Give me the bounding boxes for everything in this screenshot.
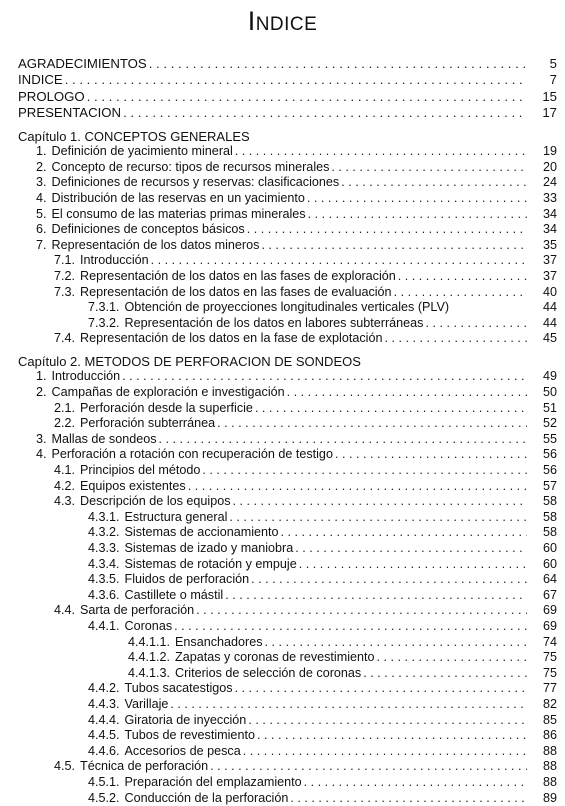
entry-page-number: 37 xyxy=(529,269,557,285)
toc-entry[interactable] xyxy=(0,300,565,316)
dot-leader xyxy=(384,331,527,347)
toc-entry[interactable] xyxy=(0,650,565,666)
entry-number: 4.3.3. xyxy=(88,541,120,557)
dot-leader xyxy=(233,494,527,510)
dot-leader xyxy=(151,253,527,269)
entry-title: Descripción de los equipos xyxy=(80,494,231,510)
entry-number: 4.3.6. xyxy=(88,588,120,604)
toc-entry[interactable] xyxy=(0,510,565,526)
toc-entry[interactable] xyxy=(0,479,565,495)
entry-title: Principios del método xyxy=(80,463,200,479)
toc-entry[interactable] xyxy=(0,666,565,682)
entry-number: 4.4.1. xyxy=(88,619,120,635)
entry-title: Zapatas y coronas de revestimiento xyxy=(175,650,375,666)
entry-number: 7.3.2. xyxy=(88,316,120,332)
entry-title: Introducción xyxy=(80,253,149,269)
dot-leader xyxy=(377,650,527,666)
entry-title: Equipos existentes xyxy=(80,479,186,495)
entry-number: 4.5.2. xyxy=(88,791,120,806)
toc-entry[interactable] xyxy=(0,791,565,806)
entry-title: Estructura general xyxy=(125,510,228,526)
entry-title: Introducción xyxy=(52,369,121,385)
entry-number: 2. xyxy=(36,160,47,176)
entry-title: Definiciones de recursos y reservas: clasificaciones xyxy=(52,175,340,191)
entry-page-number: 17 xyxy=(529,105,557,121)
entry-number: 4.1. xyxy=(54,463,75,479)
entry-title: Giratoria de inyección xyxy=(125,713,247,729)
entry-page-number: 75 xyxy=(529,666,557,682)
entry-title: Sistemas de accionamiento xyxy=(125,525,279,541)
entry-number: 2.1. xyxy=(54,401,75,417)
dot-leader xyxy=(123,105,527,121)
dot-leader xyxy=(363,666,527,682)
dot-leader xyxy=(174,619,527,635)
entry-page-number: 52 xyxy=(529,416,557,432)
dot-leader xyxy=(210,759,527,775)
entry-page-number: 40 xyxy=(529,285,557,301)
entry-page-number: 19 xyxy=(529,144,557,160)
toc-entry[interactable] xyxy=(0,401,565,417)
toc-entry[interactable] xyxy=(0,603,565,619)
toc-entry[interactable] xyxy=(0,728,565,744)
toc-entry[interactable] xyxy=(0,681,565,697)
entry-number: 7.2. xyxy=(54,269,75,285)
entry-page-number: 49 xyxy=(529,369,557,385)
entry-number: 3. xyxy=(36,175,47,191)
entry-number: 4.4.6. xyxy=(88,744,120,760)
entry-page-number: 20 xyxy=(529,160,557,176)
entry-page-number: 88 xyxy=(529,759,557,775)
toc-entry[interactable] xyxy=(0,432,565,448)
entry-title: AGRADECIMIENTOS xyxy=(18,56,147,72)
entry-number: 7.3.1. xyxy=(88,300,120,316)
dot-leader xyxy=(87,89,527,105)
entry-page-number: 69 xyxy=(529,603,557,619)
toc-entry[interactable] xyxy=(0,572,565,588)
entry-page-number: 34 xyxy=(529,207,557,223)
entry-page-number: 64 xyxy=(529,572,557,588)
entry-page-number: 44 xyxy=(529,300,557,316)
entry-page-number: 56 xyxy=(529,463,557,479)
entry-number: 4. xyxy=(36,191,47,207)
entry-title: Tubos sacatestigos xyxy=(125,681,233,697)
entry-page-number: 88 xyxy=(529,775,557,791)
entry-number: 4.4.3. xyxy=(88,697,120,713)
entry-number: 4.3.5. xyxy=(88,572,120,588)
dot-leader xyxy=(122,369,527,385)
toc-entry[interactable] xyxy=(0,89,565,105)
entry-title: Representación de los datos en la fase de explotación xyxy=(80,331,382,347)
entry-page-number: 35 xyxy=(529,238,557,254)
chapter-heading xyxy=(0,354,565,370)
entry-number: 4.5. xyxy=(54,759,75,775)
entry-title: Sarta de perforación xyxy=(80,603,194,619)
dot-leader xyxy=(308,207,527,223)
entry-page-number: 86 xyxy=(529,728,557,744)
entry-page-number: 15 xyxy=(529,89,557,105)
toc-entry[interactable] xyxy=(0,713,565,729)
entry-page-number: 37 xyxy=(529,253,557,269)
toc-entry[interactable] xyxy=(0,369,565,385)
dot-leader xyxy=(299,557,527,573)
toc-entry[interactable] xyxy=(0,238,565,254)
entry-title: Campañas de exploración e investigación xyxy=(52,385,285,401)
entry-number: 5. xyxy=(36,207,47,223)
table-of-contents xyxy=(0,56,565,806)
toc-entry[interactable] xyxy=(0,744,565,760)
entry-page-number: 33 xyxy=(529,191,557,207)
entry-title: Representación de los datos en las fases de evaluación xyxy=(80,285,392,301)
entry-page-number: 24 xyxy=(529,175,557,191)
dot-leader xyxy=(229,510,527,526)
entry-title: Ensanchadores xyxy=(175,635,263,651)
entry-number: 4.4.1.1. xyxy=(128,635,170,651)
dot-leader xyxy=(196,603,527,619)
toc-entry[interactable] xyxy=(0,619,565,635)
entry-number: 4.5.1. xyxy=(88,775,120,791)
chapter-title: Capítulo 1. CONCEPTOS GENERALES xyxy=(18,129,250,145)
entry-number: 4.4.4. xyxy=(88,713,120,729)
entry-page-number: 45 xyxy=(529,331,557,347)
dot-leader xyxy=(398,269,527,285)
entry-title: Varillaje xyxy=(125,697,169,713)
toc-entry[interactable] xyxy=(0,447,565,463)
dot-leader xyxy=(248,713,527,729)
dot-leader xyxy=(235,144,527,160)
entry-title: PRESENTACION xyxy=(18,105,121,121)
entry-title: Coronas xyxy=(125,619,173,635)
entry-title: Representación de los datos mineros xyxy=(52,238,260,254)
chapter-heading xyxy=(0,129,565,145)
entry-number: 4.4. xyxy=(54,603,75,619)
toc-entry[interactable] xyxy=(0,105,565,121)
entry-number: 7. xyxy=(36,238,47,254)
entry-number: 1. xyxy=(36,144,47,160)
entry-title: El consumo de las materias primas minerales xyxy=(52,207,306,223)
entry-page-number: 69 xyxy=(529,619,557,635)
dot-leader xyxy=(287,385,527,401)
toc-entry[interactable] xyxy=(0,72,565,88)
dot-leader xyxy=(159,432,527,448)
dot-leader xyxy=(261,238,527,254)
entry-title: Perforación a rotación con recuperación de testigo xyxy=(52,447,333,463)
entry-title: Criterios de selección de coronas xyxy=(175,666,361,682)
dot-leader xyxy=(281,525,527,541)
dot-leader xyxy=(331,160,527,176)
dot-leader xyxy=(217,416,527,432)
entry-number: 4.4.2. xyxy=(88,681,120,697)
entry-page-number: 58 xyxy=(529,525,557,541)
toc-entry[interactable] xyxy=(0,222,565,238)
section-gap xyxy=(0,122,565,129)
entry-number: 4.3. xyxy=(54,494,75,510)
entry-page-number: 56 xyxy=(529,447,557,463)
entry-page-number: 44 xyxy=(529,316,557,332)
entry-title: Fluidos de perforación xyxy=(125,572,250,588)
dot-leader xyxy=(251,572,527,588)
entry-title: INDICE xyxy=(18,72,63,88)
toc-entry[interactable] xyxy=(0,635,565,651)
entry-title: Tubos de revestimiento xyxy=(125,728,255,744)
toc-entry[interactable] xyxy=(0,191,565,207)
toc-entry[interactable] xyxy=(0,144,565,160)
toc-entry[interactable] xyxy=(0,56,565,72)
entry-page-number: 88 xyxy=(529,744,557,760)
toc-entry[interactable] xyxy=(0,494,565,510)
entry-title: Sistemas de izado y maniobra xyxy=(125,541,294,557)
toc-entry[interactable] xyxy=(0,541,565,557)
toc-entry[interactable] xyxy=(0,160,565,176)
entry-number: 4.2. xyxy=(54,479,75,495)
dot-leader xyxy=(425,316,527,332)
dot-leader xyxy=(295,541,527,557)
entry-page-number: 74 xyxy=(529,635,557,651)
toc-entry[interactable] xyxy=(0,269,565,285)
entry-page-number: 50 xyxy=(529,385,557,401)
entry-number: 4.4.5. xyxy=(88,728,120,744)
entry-number: 4. xyxy=(36,447,47,463)
toc-entry[interactable] xyxy=(0,588,565,604)
dot-leader xyxy=(225,588,527,604)
entry-title: Representación de los datos en labores subterráneas xyxy=(125,316,424,332)
toc-entry[interactable] xyxy=(0,253,565,269)
entry-page-number: 34 xyxy=(529,222,557,238)
toc-entry[interactable] xyxy=(0,525,565,541)
dot-leader xyxy=(247,222,527,238)
entry-title: Accesorios de pesca xyxy=(125,744,241,760)
toc-entry[interactable] xyxy=(0,285,565,301)
entry-page-number: 85 xyxy=(529,713,557,729)
dot-leader xyxy=(235,681,527,697)
entry-page-number: 58 xyxy=(529,510,557,526)
entry-page-number: 60 xyxy=(529,541,557,557)
toc-entry[interactable] xyxy=(0,331,565,347)
entry-title: Definición de yacimiento mineral xyxy=(52,144,233,160)
dot-leader xyxy=(341,175,527,191)
toc-entry[interactable] xyxy=(0,316,565,332)
entry-number: 7.3. xyxy=(54,285,75,301)
entry-title: Definiciones de conceptos básicos xyxy=(52,222,245,238)
entry-page-number: 51 xyxy=(529,401,557,417)
section-gap xyxy=(0,347,565,354)
dot-leader xyxy=(255,401,527,417)
entry-page-number: 89 xyxy=(529,791,557,806)
entry-page-number: 5 xyxy=(529,56,557,72)
dot-leader xyxy=(243,744,527,760)
dot-leader xyxy=(290,791,527,806)
dot-leader xyxy=(188,479,527,495)
toc-entry[interactable] xyxy=(0,759,565,775)
entry-title: Preparación del emplazamiento xyxy=(125,775,302,791)
toc-entry[interactable] xyxy=(0,175,565,191)
entry-number: 7.1. xyxy=(54,253,75,269)
entry-title: Técnica de perforación xyxy=(80,759,208,775)
chapter-title: Capítulo 2. METODOS DE PERFORACION DE SONDEOS xyxy=(18,354,361,370)
entry-number: 7.4. xyxy=(54,331,75,347)
entry-title: Concepto de recurso: tipos de recursos minerales xyxy=(52,160,330,176)
entry-number: 4.3.2. xyxy=(88,525,120,541)
entry-page-number: 75 xyxy=(529,650,557,666)
entry-page-number: 55 xyxy=(529,432,557,448)
dot-leader xyxy=(335,447,527,463)
page-title: Indice xyxy=(0,6,565,37)
dot-leader xyxy=(170,697,527,713)
entry-number: 4.3.1. xyxy=(88,510,120,526)
dot-leader xyxy=(265,635,527,651)
toc-entry[interactable] xyxy=(0,775,565,791)
entry-title: Distribución de las reservas en un yacimiento xyxy=(52,191,305,207)
toc-entry[interactable] xyxy=(0,416,565,432)
entry-page-number: 67 xyxy=(529,588,557,604)
entry-page-number: 7 xyxy=(529,72,557,88)
dot-leader xyxy=(65,72,527,88)
entry-title: Obtención de proyecciones longitudinales verticales (PLV) xyxy=(125,300,450,316)
entry-number: 4.4.1.2. xyxy=(128,650,170,666)
entry-page-number: 60 xyxy=(529,557,557,573)
entry-page-number: 57 xyxy=(529,479,557,495)
entry-number: 4.4.1.3. xyxy=(128,666,170,682)
dot-leader xyxy=(394,285,527,301)
entry-title: Perforación subterránea xyxy=(80,416,215,432)
entry-title: Representación de los datos en las fases de exploración xyxy=(80,269,396,285)
entry-page-number: 82 xyxy=(529,697,557,713)
entry-title: Perforación desde la superficie xyxy=(80,401,253,417)
toc-entry[interactable] xyxy=(0,385,565,401)
toc-entry[interactable] xyxy=(0,557,565,573)
toc-entry[interactable] xyxy=(0,463,565,479)
dot-leader xyxy=(257,728,527,744)
entry-number: 6. xyxy=(36,222,47,238)
dot-leader xyxy=(307,191,527,207)
entry-title: PROLOGO xyxy=(18,89,85,105)
entry-title: Castillete o mástil xyxy=(125,588,224,604)
entry-title: Sistemas de rotación y empuje xyxy=(125,557,297,573)
entry-number: 2. xyxy=(36,385,47,401)
entry-number: 2.2. xyxy=(54,416,75,432)
entry-number: 1. xyxy=(36,369,47,385)
entry-number: 4.3.4. xyxy=(88,557,120,573)
dot-leader xyxy=(304,775,527,791)
entry-number: 3. xyxy=(36,432,47,448)
dot-leader xyxy=(202,463,527,479)
entry-page-number: 58 xyxy=(529,494,557,510)
entry-title: Mallas de sondeos xyxy=(52,432,157,448)
entry-page-number: 77 xyxy=(529,681,557,697)
toc-entry[interactable] xyxy=(0,697,565,713)
toc-entry[interactable] xyxy=(0,207,565,223)
dot-leader xyxy=(149,56,527,72)
entry-title: Conducción de la perforación xyxy=(125,791,289,806)
